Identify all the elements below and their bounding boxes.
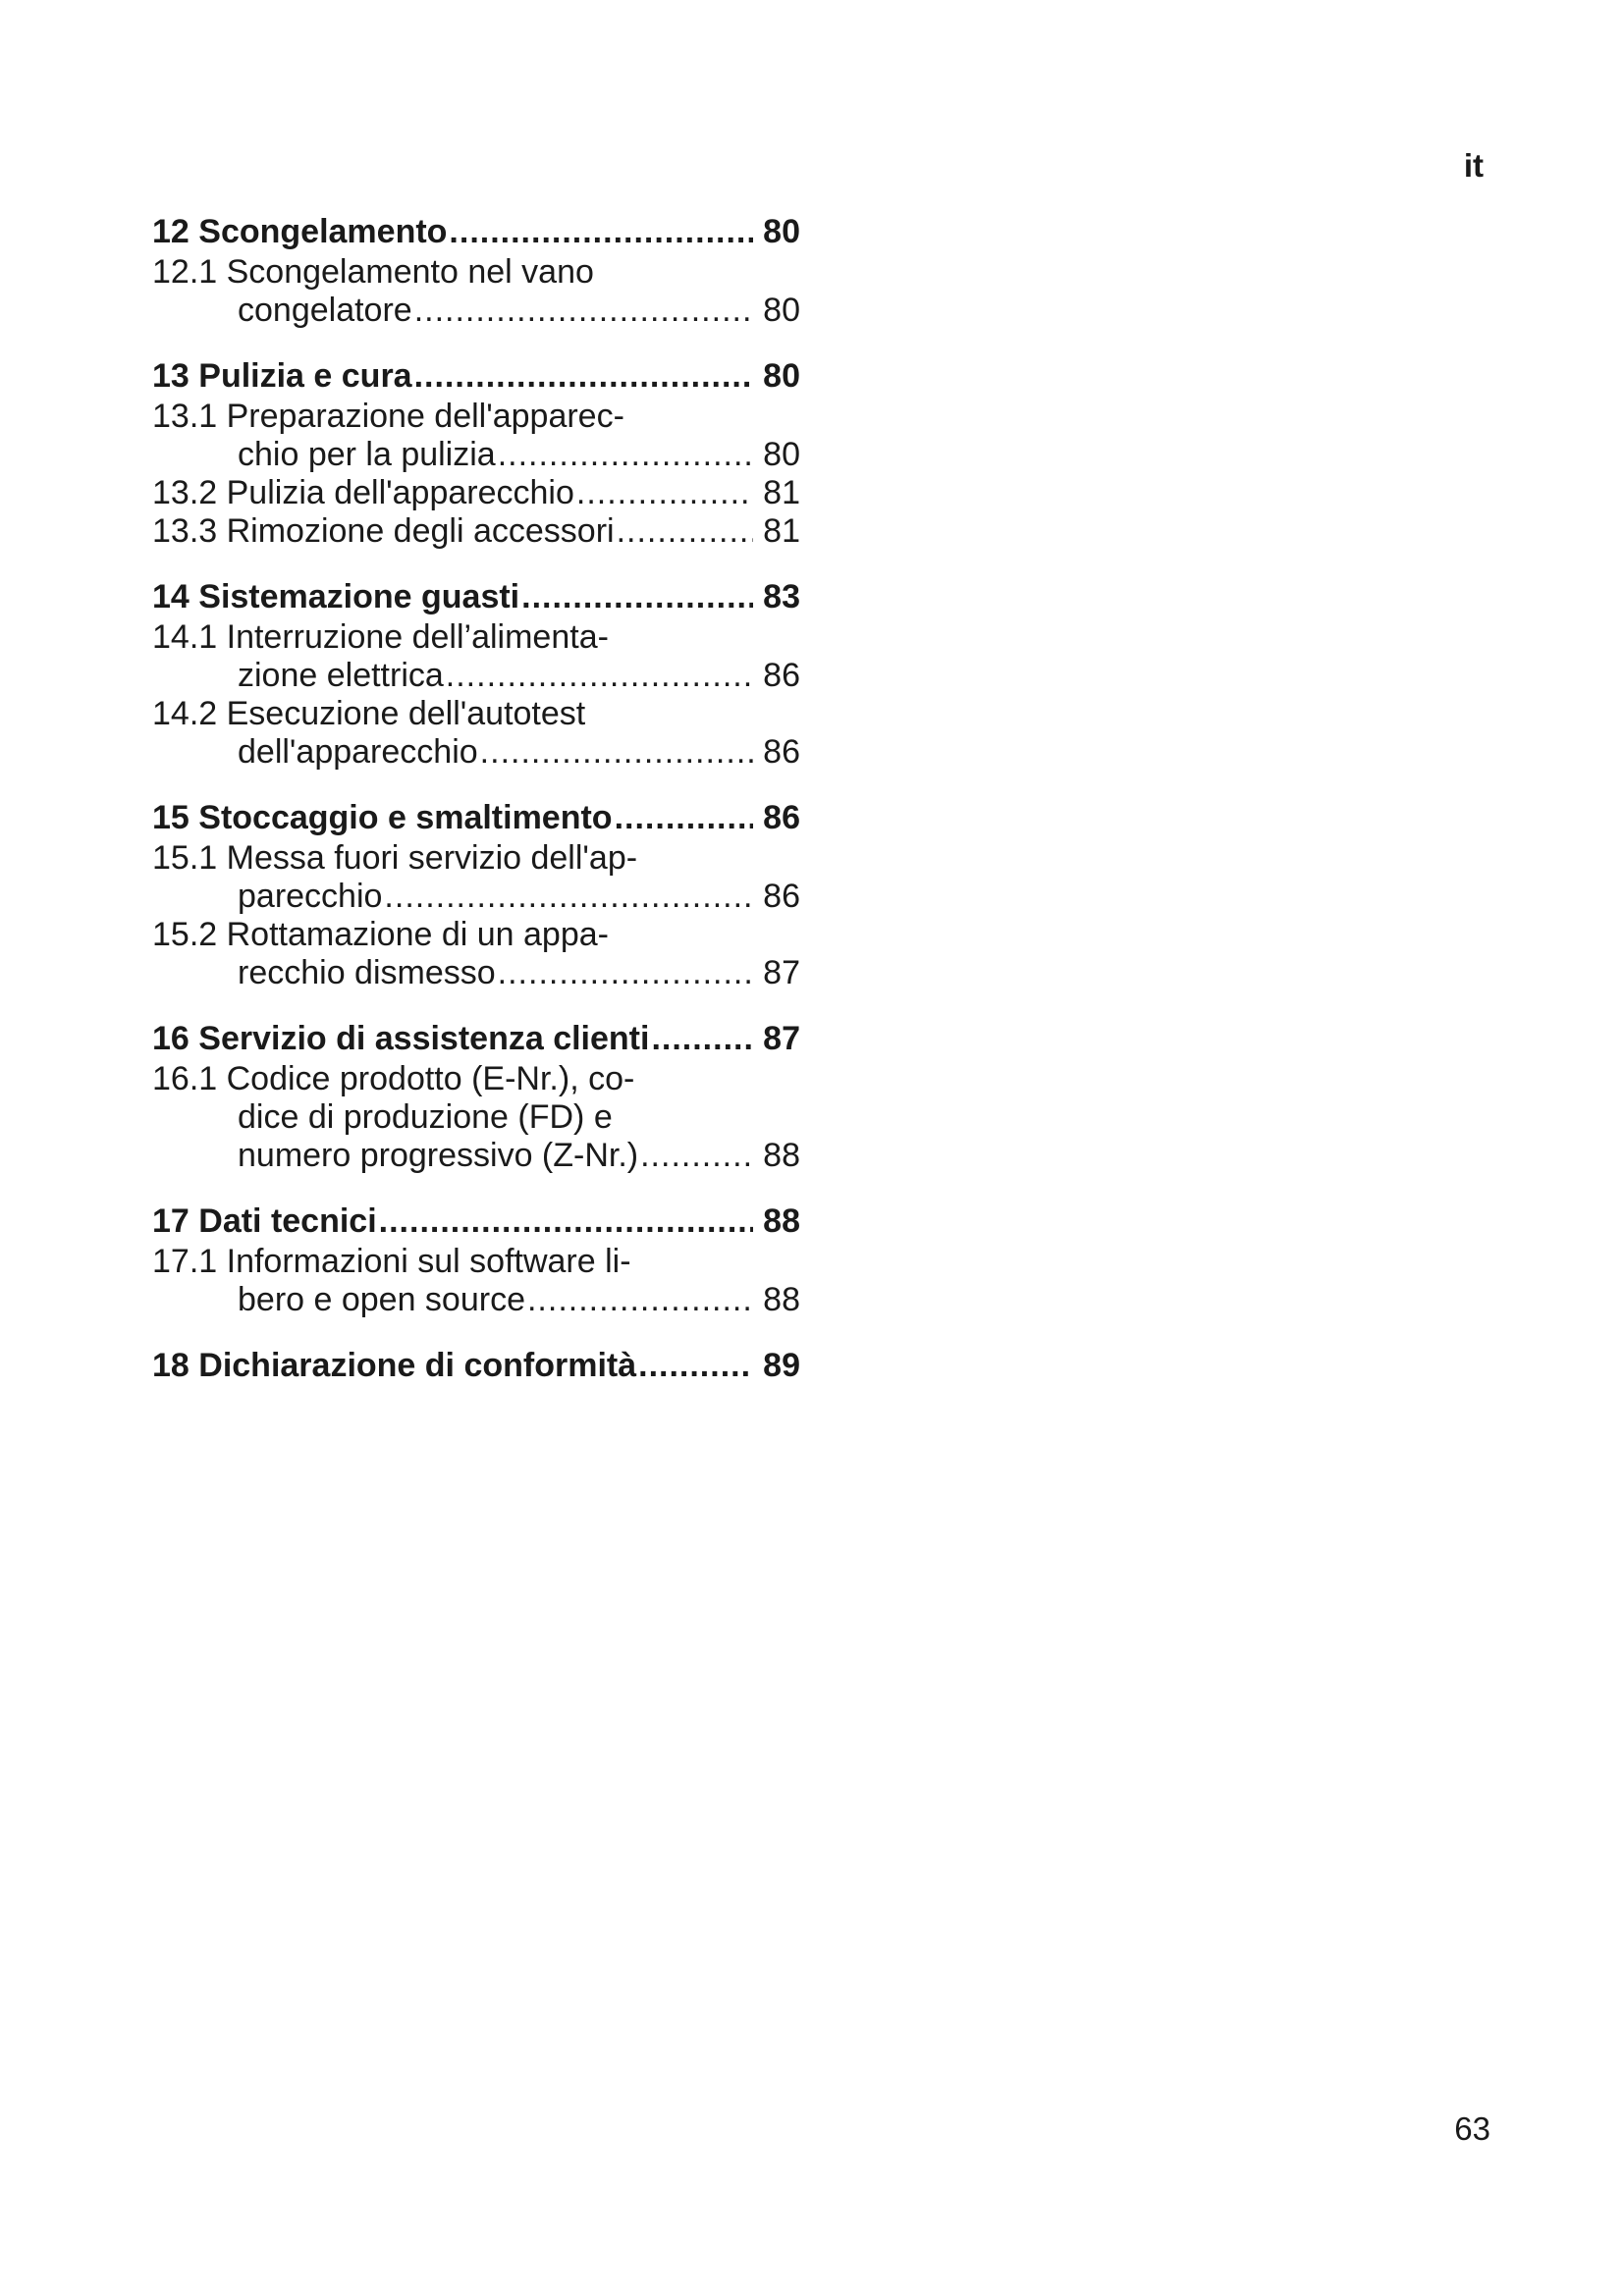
toc-heading-page: 89 [763,1347,800,1384]
toc-entry-line: 14.2 Esecuzione dell'autotest [152,695,586,732]
dot-leader [379,1201,754,1243]
toc-entry-line: zione elettrica [238,657,444,694]
toc-entry-cont[interactable] [152,436,800,474]
toc-entry-line: dell'apparecchio [238,733,478,771]
toc-heading-page: 87 [763,1020,800,1057]
dot-leader [527,1281,753,1319]
toc-heading[interactable] [152,576,800,618]
toc-entry-line: 15.1 Messa fuori servizio dell'ap- [152,839,638,877]
language-label: it [1463,147,1484,184]
toc-entry[interactable] [152,1060,800,1098]
toc-entry[interactable] [152,512,800,551]
toc-heading-title: 15 Stoccaggio e smaltimento [152,799,613,836]
toc-entry-line: 17.1 Informazioni sul software li- [152,1243,631,1280]
toc-heading-title: 14 Sistemazione guasti [152,578,520,615]
dot-leader [640,1137,753,1175]
toc-section-13 [152,355,800,551]
toc-heading[interactable] [152,1018,800,1060]
toc-heading-title: 18 Dichiarazione di conformità [152,1347,637,1384]
toc-entry-line: bero e open source [238,1281,525,1318]
toc-entry-cont[interactable] [152,1281,800,1319]
toc-entry[interactable] [152,695,800,733]
page-number: 63 [1454,2110,1490,2147]
dot-leader [446,657,753,695]
toc-entry-page: 81 [763,474,800,511]
toc-entry-page: 86 [763,657,800,694]
toc-heading-title: 13 Pulizia e cura [152,357,412,395]
toc-entry-line: 12.1 Scongelamento nel vano [152,253,594,291]
toc-entry-page: 80 [763,436,800,473]
toc-heading[interactable] [152,797,800,839]
toc-entry-page: 80 [763,292,800,329]
toc-section-14 [152,576,800,772]
toc-entry-page: 81 [763,512,800,550]
dot-leader [414,292,753,330]
toc-heading-page: 80 [763,213,800,250]
dot-leader [576,474,753,512]
dot-leader [638,1345,753,1387]
toc-entry[interactable] [152,253,800,292]
toc-entry-line: 15.2 Rottamazione di un appa- [152,916,609,953]
toc-heading-title: 12 Scongelamento [152,213,448,250]
toc-entry-line: parecchio [238,878,383,915]
dot-leader [498,954,754,992]
toc-entry-page: 88 [763,1281,800,1318]
toc-entry-page: 88 [763,1137,800,1174]
toc-entry-page: 86 [763,733,800,771]
toc-heading[interactable] [152,1345,800,1387]
toc-entry-line: 16.1 Codice prodotto (E-Nr.), co- [152,1060,635,1097]
toc-heading[interactable] [152,355,800,398]
toc-heading[interactable] [152,1201,800,1243]
dot-leader [414,355,754,398]
toc-section-18 [152,1345,800,1387]
dot-leader [651,1018,753,1060]
toc-heading-title: 16 Servizio di assistenza clienti [152,1020,650,1057]
toc-entry-cont[interactable] [152,1098,800,1137]
toc-entry-page: 87 [763,954,800,991]
toc-entry-line: 14.1 Interruzione dell’alimenta- [152,618,609,656]
toc-section-12 [152,211,800,330]
toc-entry-cont[interactable] [152,657,800,695]
toc-heading-page: 80 [763,357,800,395]
toc-entry[interactable] [152,618,800,657]
toc-entry-cont[interactable] [152,733,800,772]
dot-leader [617,512,754,551]
toc-heading[interactable] [152,211,800,253]
table-of-contents [152,211,800,1413]
dot-leader [480,733,754,772]
toc-section-17 [152,1201,800,1319]
dot-leader [449,211,753,253]
toc-entry[interactable] [152,474,800,512]
dot-leader [498,436,753,474]
toc-section-16 [152,1018,800,1175]
toc-heading-page: 83 [763,578,800,615]
toc-entry[interactable] [152,398,800,436]
toc-entry-line: chio per la pulizia [238,436,496,473]
toc-entry[interactable] [152,839,800,878]
dot-leader [521,576,753,618]
toc-entry-cont[interactable] [152,954,800,992]
toc-entry[interactable] [152,916,800,954]
dot-leader [615,797,754,839]
toc-entry-line: congelatore [238,292,412,329]
toc-heading-page: 86 [763,799,800,836]
toc-entry-line: 13.1 Preparazione dell'apparec- [152,398,624,435]
dot-leader [384,878,753,916]
toc-entry-line: numero progressivo (Z-Nr.) [238,1137,639,1174]
toc-entry-line: recchio dismesso [238,954,496,991]
toc-entry-cont[interactable] [152,292,800,330]
toc-section-15 [152,797,800,992]
toc-heading-page: 88 [763,1202,800,1240]
toc-entry-line: 13.2 Pulizia dell'apparecchio [152,474,574,511]
toc-entry-line: dice di produzione (FD) e [238,1098,613,1136]
toc-heading-title: 17 Dati tecnici [152,1202,377,1240]
toc-entry-cont[interactable] [152,878,800,916]
toc-entry[interactable] [152,1243,800,1281]
toc-entry-line: 13.3 Rimozione degli accessori [152,512,615,550]
toc-entry-cont[interactable] [152,1137,800,1175]
toc-entry-page: 86 [763,878,800,915]
